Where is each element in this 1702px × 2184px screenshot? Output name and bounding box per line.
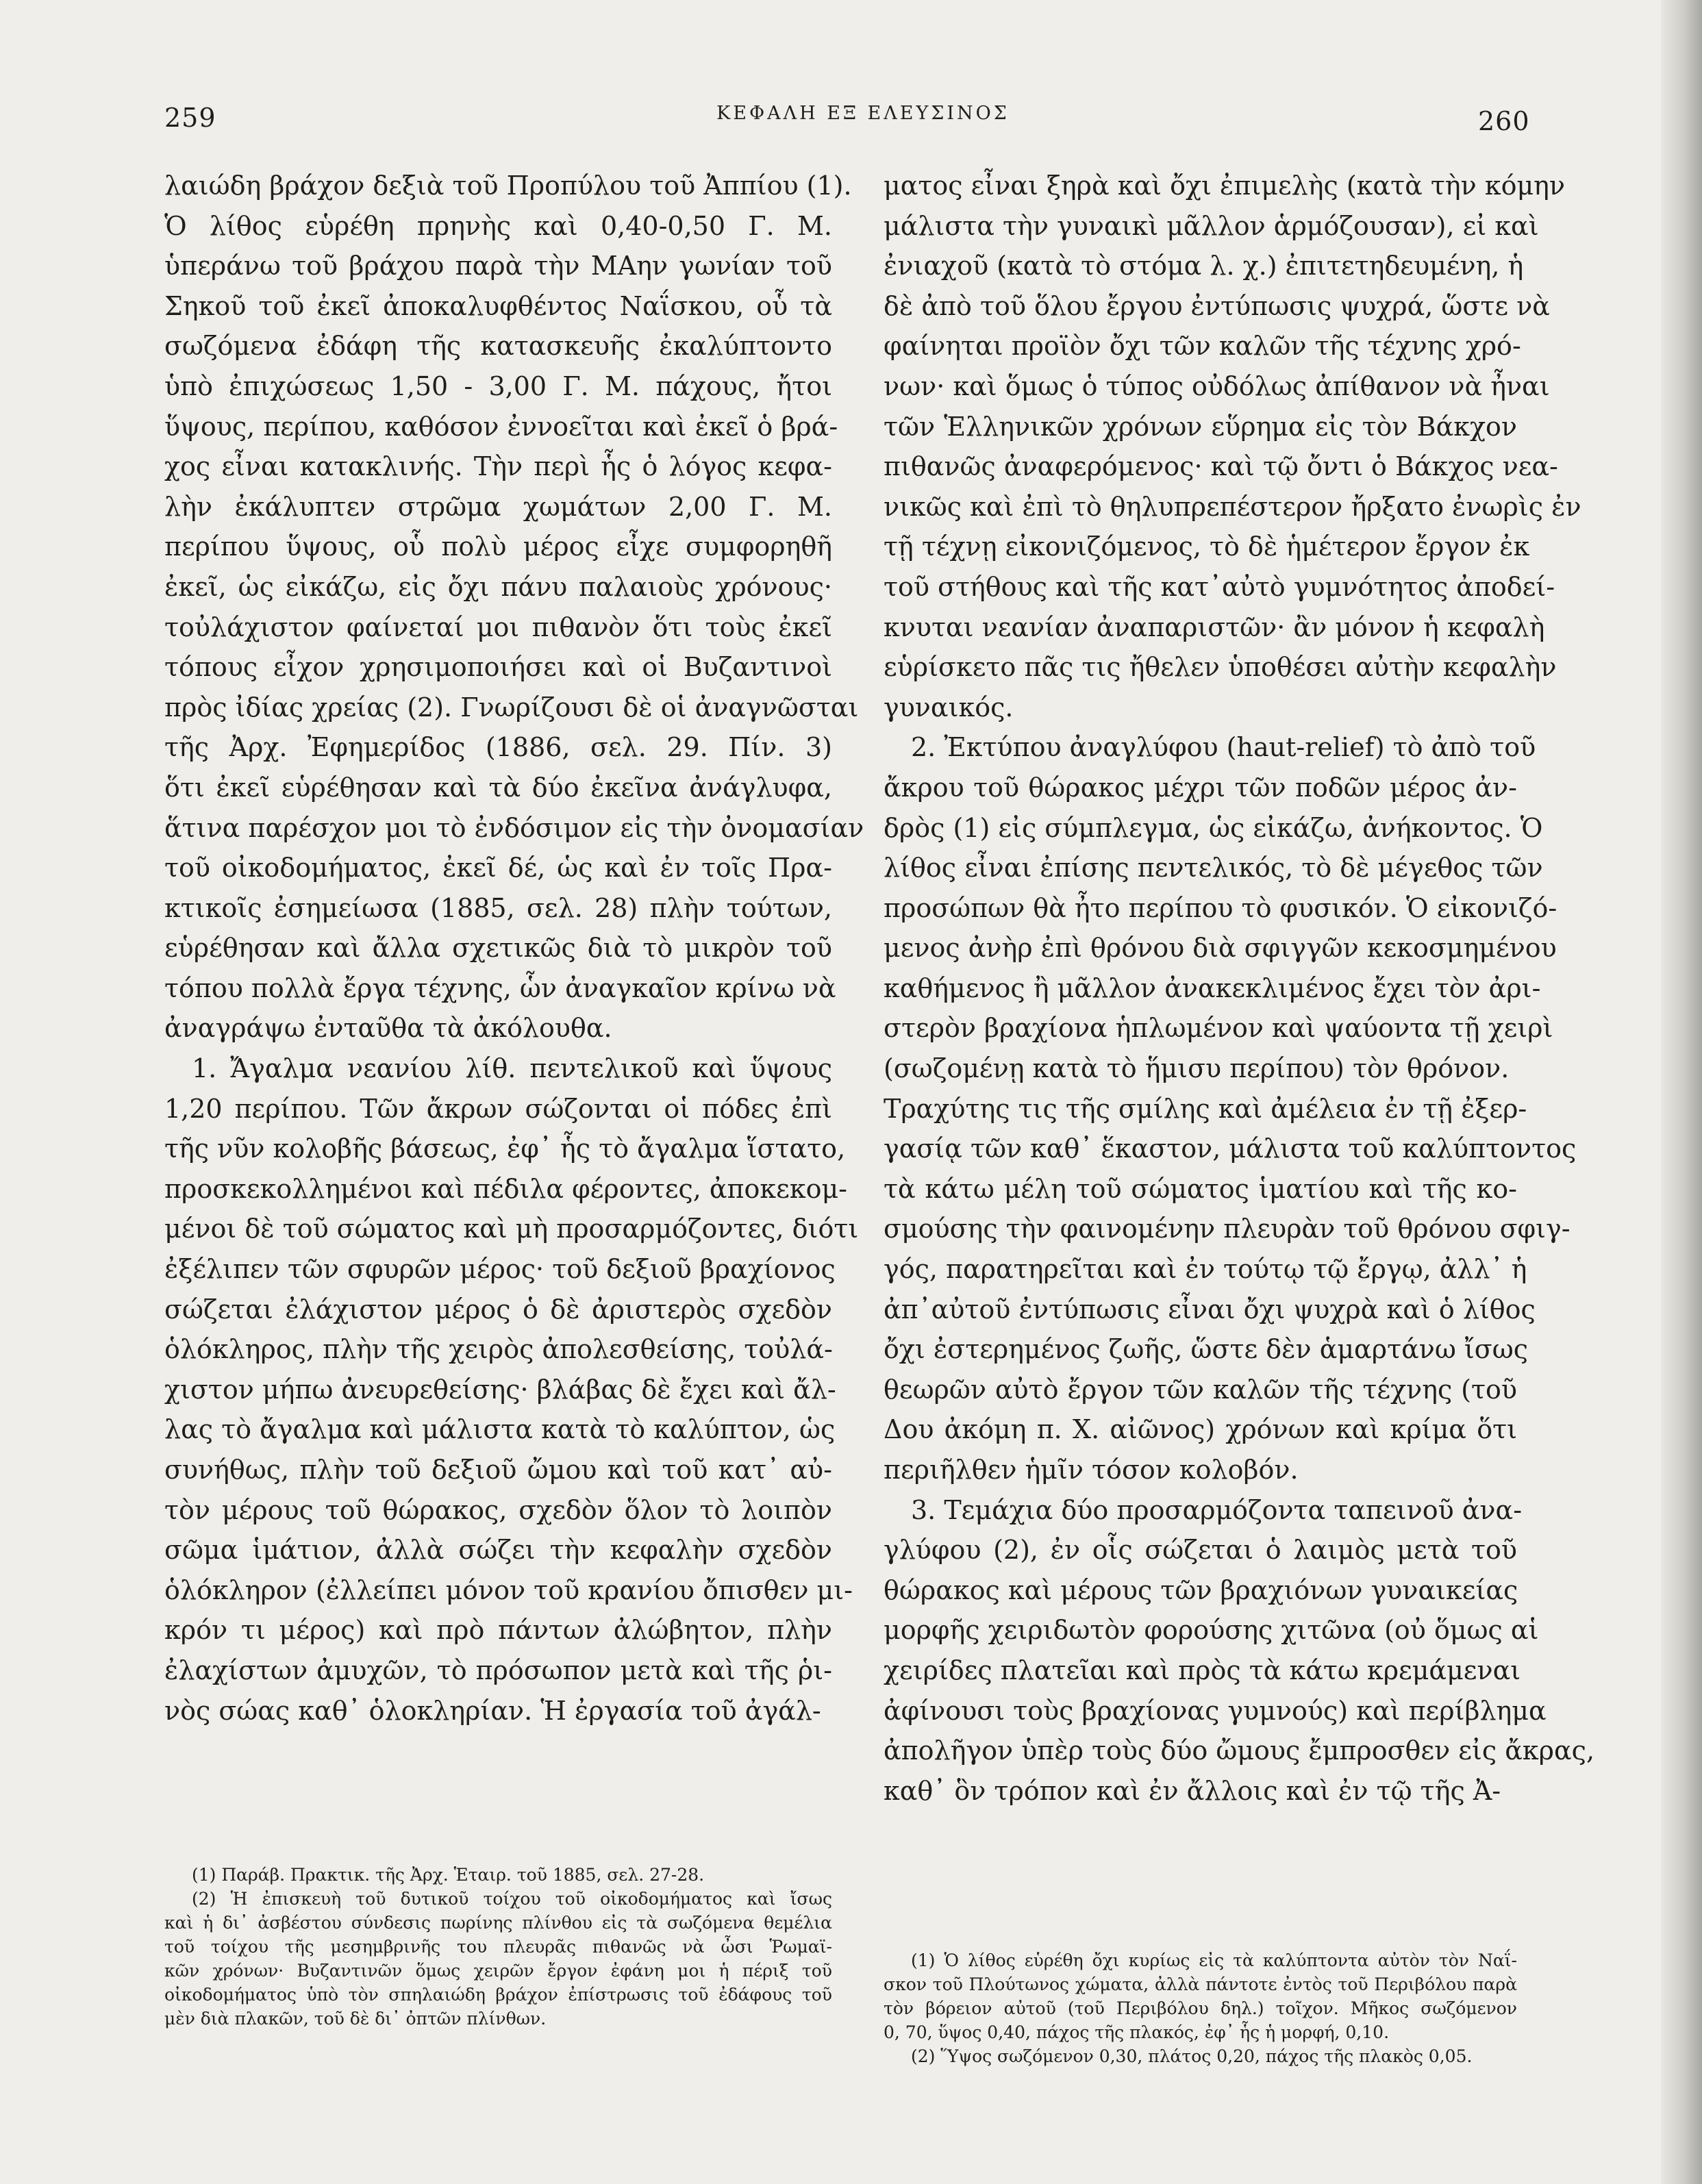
text-line: κνυται νεανίαν ἀναπαριστῶν· ἂν μόνον ἡ κεφαλὴ — [884, 612, 1545, 642]
text-line: ὑπὸ ἐπιχώσεως 1,50 - 3,00 Γ. Μ. πάχους, ἤτοι — [164, 371, 832, 401]
text-line: ματος εἶναι ξηρὰ καὶ ὄχι ἐπιμελὴς (κατὰ τὴν κόμην — [884, 171, 1566, 201]
text-line: (σωζομένῃ κατὰ τὸ ἥμισυ περίπου) τὸν θρόνον. — [884, 1053, 1510, 1084]
text-line: καθ᾽ ὃν τρόπον καὶ ἐν ἄλλοις καὶ ἐν τῷ τῆς Ἀ- — [884, 1775, 1501, 1806]
text-line: ἀπ᾽αὐτοῦ ἐντύπωσις εἶναι ὄχι ψυχρὰ καὶ ὁ λίθος — [884, 1294, 1536, 1325]
right-column — [884, 166, 1595, 1811]
text-line: ὅτι ἐκεῖ εὑρέθησαν καὶ τὰ δύο ἐκεῖνα ἀνάγλυφα, — [164, 772, 832, 803]
text-line: προσώπων θὰ ἦτο περίπου τὸ φυσικόν. Ὁ εἰκονιζό- — [884, 892, 1557, 923]
text-line: ἅτινα παρέσχον μοι τὸ ἐνδόσιμον εἰς τὴν ὀνομασίαν — [164, 812, 864, 843]
text-line: ἀπολῆγον ὑπὲρ τοὺς δύο ὤμους ἔμπροσθεν εἰς ἄκρας, — [884, 1735, 1595, 1766]
text-line: γυναικός. — [884, 692, 1014, 723]
text-line: τὸν μέρους τοῦ θώρακος, σχεδὸν ὅλον τὸ λοιπὸν — [164, 1494, 832, 1525]
text-line: κρόν τι μέρος) καὶ πρὸ πάντων ἀλώβητον, πλὴν — [164, 1615, 832, 1646]
text-line: χος εἶναι κατακλινής. Τὴν περὶ ἧς ὁ λόγος κεφα- — [164, 451, 832, 482]
text-line: στερὸν βραχίονα ἡπλωμένον καὶ ψαύοντα τῇ χειρὶ — [884, 1013, 1553, 1044]
text-line: γός, παρατηρεῖται καὶ ἐν τούτῳ τῷ ἔργῳ, ἀλλ᾽ ἡ — [884, 1254, 1527, 1285]
text-line: τὰ κάτω μέλη τοῦ σώματος ἱματίου καὶ τῆς κο- — [884, 1173, 1517, 1204]
text-line: σῶμα ἱμάτιον, ἀλλὰ σώζει τὴν κεφαλὴν σχεδὸν — [164, 1535, 832, 1566]
text-line: τοὐλάχιστον φαίνεταί μοι πιθανὸν ὅτι τοὺς ἐκεῖ — [164, 612, 832, 642]
text-line: τῆς νῦν κολοβῆς βάσεως, ἐφ᾽ ἧς τὸ ἄγαλμα ἵστατο, — [164, 1133, 846, 1164]
text-line: δρὸς (1) εἰς σύμπλεγμα, ὡς εἰκάζω, ἀνήκοντος. Ὁ — [884, 812, 1543, 843]
text-line: θώρακος καὶ μέρους τῶν βραχιόνων γυναικείας — [884, 1574, 1518, 1605]
text-line: ἐνιαχοῦ (κατὰ τὸ στόμα λ. χ.) ἐπιτετηδευμένη, ἡ — [884, 251, 1524, 281]
text-line: Δου ἀκόμη π. Χ. αἰῶνος) χρόνων καὶ κρίμα ὅτι — [884, 1414, 1517, 1445]
text-line: ὕψους, περίπου, καθόσον ἐννοεῖται καὶ ἐκεῖ ὁ βρά- — [164, 411, 838, 442]
text-line: τόπου πολλὰ ἔργα τέχνης, ὧν ἀναγκαῖον κρίνω νὰ — [164, 972, 836, 1003]
text-line: φαίνηται προϊὸν ὄχι τῶν καλῶν τῆς τέχνης χρό- — [884, 331, 1521, 362]
text-line: εὑρέθησαν καὶ ἄλλα σχετικῶς διὰ τὸ μικρὸν τοῦ — [164, 933, 832, 964]
text-line: ὁλόκληρος, πλὴν τῆς χειρὸς ἀπολεσθείσης, τοὐλά- — [164, 1334, 833, 1365]
footnote-line: τοῦ τοίχου τῆς μεσημβρινῆς του πλευρᾶς πιθανῶς νὰ ὦσι Ῥωμαϊ- — [164, 1937, 832, 1957]
text-line: ἀφίνουσι τοὺς βραχίονας γυμνούς) καὶ περίβλημα — [884, 1695, 1547, 1726]
footnote-line: (1) Ὁ λίθος εὑρέθη ὄχι κυρίως εἰς τὰ καλύπτοντα αὐτὸν τὸν Ναΐ- — [911, 1950, 1517, 1970]
text-line: δὲ ἀπὸ τοῦ ὅλου ἔργου ἐντύπωσις ψυχρά, ὥστε νὰ — [884, 290, 1550, 321]
text-line: νικῶς καὶ ἐπὶ τὸ θηλυπρεπέστερον ἤρξατο ἐνωρὶς ἐν — [884, 491, 1581, 522]
text-line: τόπους εἶχον χρησιμοποιήσει καὶ οἱ Βυζαντινοὶ — [164, 652, 832, 683]
left-page-number: 259 — [164, 103, 216, 133]
text-line: λὴν ἐκάλυπτεν στρῶμα χωμάτων 2,00 Γ. Μ. — [164, 491, 832, 522]
text-line: 3. Τεμάχια δύο προσαρμόζοντα ταπεινοῦ ἀνα- — [911, 1494, 1523, 1525]
text-line: Σηκοῦ τοῦ ἐκεῖ ἀποκαλυφθέντος Ναΐσκου, οὗ τὰ — [164, 290, 832, 321]
footnote-line: καὶ ἡ δι᾽ ἀσβέστου σύνδεσις πωρίνης πλίνθου εἰς τὰ σωζόμενα θεμέλια — [164, 1913, 832, 1933]
text-line: γασίᾳ τῶν καθ᾽ ἕκαστον, μάλιστα τοῦ καλύπτοντος — [884, 1133, 1577, 1164]
text-line: χιστον μήπω ἀνευρεθείσης· βλάβας δὲ ἔχει καὶ ἄλ- — [164, 1374, 836, 1405]
text-line: τοῦ οἰκοδομήματος, ἐκεῖ δέ, ὡς καὶ ἐν τοῖς Πρα- — [164, 853, 832, 883]
text-line: κτικοῖς ἐσημείωσα (1885, σελ. 28) πλὴν τούτων, — [164, 892, 832, 923]
text-line: ἄκρου τοῦ θώρακος μέχρι τῶν ποδῶν μέρος ἀν- — [884, 772, 1517, 803]
text-line: πιθανῶς ἀναφερόμενος· καὶ τῷ ὄντι ὁ Βάκχος νεα- — [884, 451, 1558, 482]
text-line: εὑρίσκετο πᾶς τις ἤθελεν ὑποθέσει αὐτὴν κεφαλὴν — [884, 652, 1557, 683]
footnote-line: σκον τοῦ Πλούτωνος χώματα, ἀλλὰ πάντοτε ἐντὸς τοῦ Περιβόλου παρὰ — [884, 1974, 1517, 1994]
text-line: ἀναγράψω ἐνταῦθα τὰ ἀκόλουθα. — [164, 1013, 612, 1044]
running-head: ΚΕΦΑΛΗ ΕΞ ΕΛΕΥΣΙΝΟΣ — [716, 103, 1010, 124]
text-line: 1. Ἄγαλμα νεανίου λίθ. πεντελικοῦ καὶ ὕψους — [192, 1053, 832, 1084]
left-column — [164, 166, 864, 1731]
text-line: γλύφου (2), ἐν οἷς σώζεται ὁ λαιμὸς μετὰ τοῦ — [884, 1535, 1517, 1566]
text-line: νὸς σώας καθ᾽ ὁλοκληρίαν. Ἡ ἐργασία τοῦ ἀγάλ- — [164, 1695, 821, 1726]
text-line: 1,20 περίπου. Τῶν ἄκρων σώζονται οἱ πόδες ἐπὶ — [164, 1093, 832, 1124]
text-line: μορφῆς χειριδωτὸν φορούσης χιτῶνα (οὐ ὅμως αἱ — [884, 1615, 1539, 1646]
text-line: μάλιστα τὴν γυναικὶ μᾶλλον ἁρμόζουσαν), εἰ καὶ — [884, 210, 1539, 241]
footnote-line: κῶν χρόνων· Βυζαντινῶν ὅμως χειρῶν ἔργον ἐφάνη μοι ἡ πέριξ τοῦ — [164, 1961, 832, 1981]
text-line: ὁλόκληρον (ἐλλείπει μόνον τοῦ κρανίου ὄπισθεν μι- — [164, 1574, 853, 1605]
text-line: ἐξέλιπεν τῶν σφυρῶν μέρος· τοῦ δεξιοῦ βραχίονος — [164, 1254, 836, 1285]
text-line: μενος ἀνὴρ ἐπὶ θρόνου διὰ σφιγγῶν κεκοσμημένου — [884, 933, 1557, 964]
footnote-line: οἰκοδομήματος ὑπὸ τὸν σπηλαιώδη βράχον ἐπίστρωσις τοῦ ἐδάφους τοῦ — [164, 1985, 832, 2005]
text-line: σώζεται ἐλάχιστον μέρος ὁ δὲ ἀριστερὸς σχεδὸν — [164, 1294, 832, 1325]
left-footnotes — [164, 1863, 832, 2031]
text-line: σμούσης τὴν φαινομένην πλευρὰν τοῦ θρόνου σφιγ- — [884, 1214, 1570, 1244]
footnote-line: 0, 70, ὕψος 0,40, πάχος τῆς πλακός, ἐφ᾽ ἧς ἡ μορφή, 0,10. — [884, 2022, 1390, 2042]
text-line: καθήμενος ἢ μᾶλλον ἀνακεκλιμένος ἔχει τὸν ἀρι- — [884, 972, 1541, 1003]
text-line: ὑπεράνω τοῦ βράχου παρὰ τὴν ΜΑην γωνίαν τοῦ — [164, 251, 832, 281]
text-line: ἐλαχίστων ἀμυχῶν, τὸ πρόσωπον μετὰ καὶ τῆς ῥι- — [164, 1655, 832, 1685]
text-line: τῇ τέχνῃ εἰκονιζόμενος, τὸ δὲ ἡμέτερον ἔργον ἐκ — [884, 531, 1530, 562]
text-line: λίθος εἶναι ἐπίσης πεντελικός, τὸ δὲ μέγεθος τῶν — [884, 853, 1543, 883]
text-line: τῆς Ἀρχ. Ἐφημερίδος (1886, σελ. 29. Πίν. 3) — [164, 732, 832, 763]
text-line: πρὸς ἰδίας χρείας (2). Γνωρίζουσι δὲ οἱ ἀναγνῶσται — [164, 692, 859, 723]
text-line: Ὁ λίθος εὑρέθη πρηνὴς καὶ 0,40-0,50 Γ. Μ. — [164, 210, 832, 241]
footnote-line: τὸν βόρειον αὐτοῦ (τοῦ Περιβόλου δηλ.) τοῖχον. Μῆκος σωζόμενον — [884, 1998, 1517, 2018]
footnote-line: μὲν διὰ πλακῶν, τοῦ δὲ δι᾽ ὀπτῶν πλίνθων. — [164, 2009, 547, 2029]
text-line: προσκεκολλημένοι καὶ πέδιλα φέροντες, ἀποκεκομ- — [164, 1173, 847, 1204]
text-line: περιῆλθεν ἡμῖν τόσον κολοβόν. — [884, 1455, 1299, 1485]
footnote-line: (2) Ἡ ἐπισκευὴ τοῦ δυτικοῦ τοίχου τοῦ οἰκοδομήματος καὶ ἴσως — [192, 1889, 832, 1909]
text-line: θεωρῶν αὐτὸ ἔργον τῶν καλῶν τῆς τέχνης (τοῦ — [884, 1374, 1517, 1405]
text-line: σωζόμενα ἐδάφη τῆς κατασκευῆς ἐκαλύπτοντο — [164, 331, 832, 362]
text-line: τῶν Ἑλληνικῶν χρόνων εὕρημα εἰς τὸν Βάκχον — [884, 411, 1517, 442]
right-footnotes — [884, 1948, 1517, 2068]
footnote-line: (2) Ὕψος σωζόμενον 0,30, πλάτος 0,20, πάχος τῆς πλακὸς 0,05. — [911, 2046, 1473, 2066]
text-line: ὄχι ἐστερημένος ζωῆς, ὥστε δὲν ἁμαρτάνω ἴσως — [884, 1334, 1529, 1365]
text-line: περίπου ὕψους, οὗ πολὺ μέρος εἶχε συμφορηθῆ — [164, 531, 832, 562]
text-line: χειρίδες πλατεῖαι καὶ πρὸς τὰ κάτω κρεμάμεναι — [884, 1655, 1521, 1685]
footnote-line: (1) Παράβ. Πρακτικ. τῆς Ἀρχ. Ἑταιρ. τοῦ 1885, σελ. 27-28. — [192, 1865, 705, 1885]
text-line: τοῦ στήθους καὶ τῆς κατ᾽αὐτὸ γυμνότητος ἀποδεί- — [884, 571, 1555, 602]
text-line: λαιώδη βράχον δεξιὰ τοῦ Προπύλου τοῦ Ἀππίου (1). — [164, 171, 852, 201]
text-line: 2. Ἐκτύπου ἀναγλύφου (haut-relief) τὸ ἀπὸ τοῦ — [911, 732, 1536, 763]
text-line: λας τὸ ἄγαλμα καὶ μάλιστα κατὰ τὸ καλύπτον, ὡς — [164, 1414, 836, 1445]
text-line: συνήθως, πλὴν τοῦ δεξιοῦ ὤμου καὶ τοῦ κατ᾽ αὐ- — [164, 1455, 832, 1485]
text-line: μένοι δὲ τοῦ σώματος καὶ μὴ προσαρμόζοντες, διότι — [164, 1214, 859, 1244]
text-line: ἐκεῖ, ὡς εἰκάζω, εἰς ὄχι πάνυ παλαιοὺς χρόνους· — [164, 571, 832, 602]
right-page-number: 260 — [1478, 106, 1530, 136]
scan-page-edge — [1661, 0, 1702, 2184]
text-line: Τραχύτης τις τῆς σμίλης καὶ ἀμέλεια ἐν τῇ ἐξερ- — [884, 1093, 1527, 1124]
text-line: νων· καὶ ὅμως ὁ τύπος οὐδόλως ἀπίθανον νὰ ἦναι — [884, 371, 1550, 401]
